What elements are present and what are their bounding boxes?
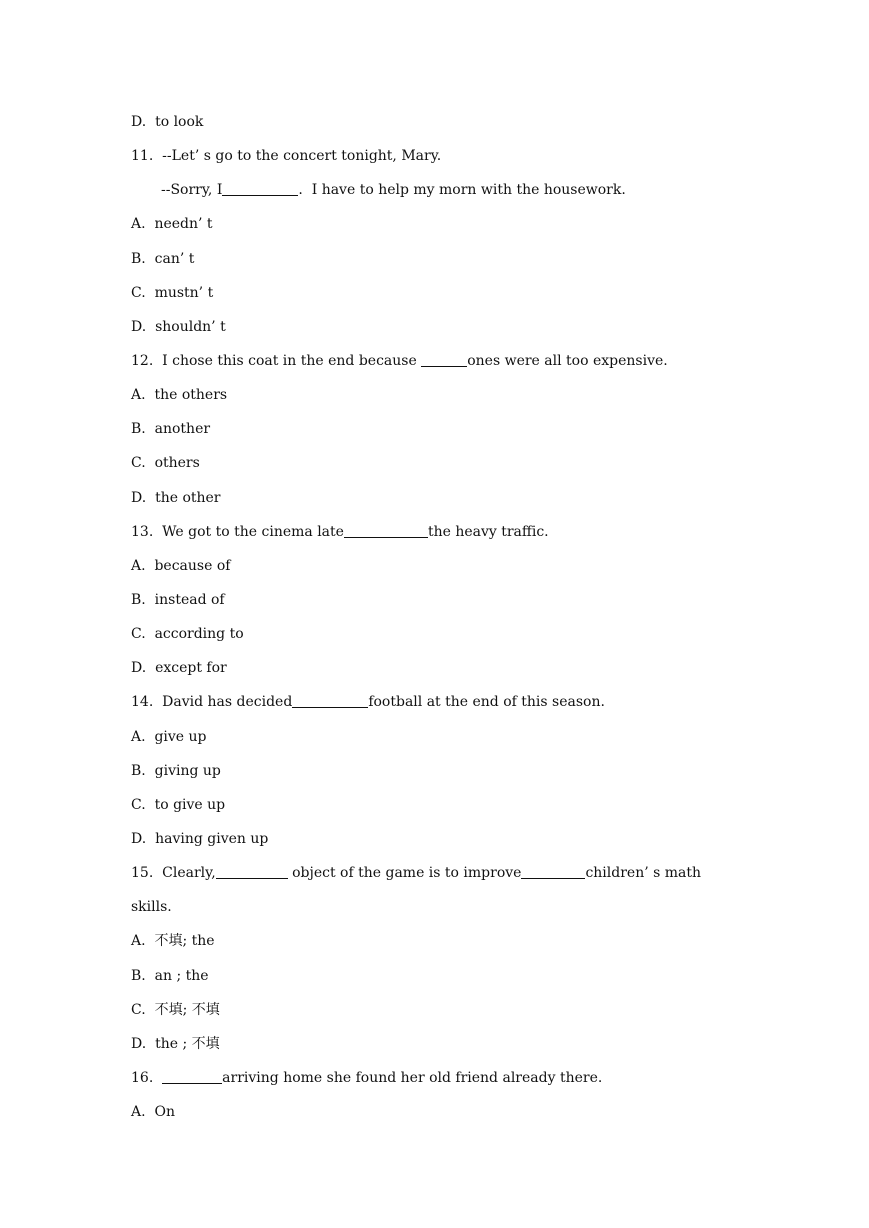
answer-blank xyxy=(292,693,368,708)
question-13-option-b: B. instead of xyxy=(131,591,225,608)
stem-text-middle: object of the game is to improve xyxy=(287,865,522,882)
question-14-option-d: D. having given up xyxy=(131,830,269,847)
stem-text-start: 14. David has decided xyxy=(131,694,293,711)
answer-blank xyxy=(421,352,467,367)
question-12-option-d: D. the other xyxy=(131,489,221,506)
question-13-option-d: D. except for xyxy=(131,660,227,677)
question-15-stem-continued: skills. xyxy=(131,899,172,916)
question-11-option-b: B. can’ t xyxy=(131,250,195,267)
question-14-option-c: C. to give up xyxy=(131,796,226,813)
answer-blank xyxy=(344,523,428,538)
question-16-option-a: A. On xyxy=(131,1104,175,1121)
option-line: D. to look xyxy=(131,114,204,130)
question-12-option-b: B. another xyxy=(131,421,211,438)
stem-text-start: 16. xyxy=(131,1069,163,1086)
stem-text-end: football at the end of this season. xyxy=(368,694,605,711)
question-13-option-c: C. according to xyxy=(131,626,244,643)
question-15-option-b: B. an ; the xyxy=(131,967,209,984)
question-11-stem: 11. --Let’ s go to the concert tonight, Mary. xyxy=(131,148,442,165)
answer-blank-1 xyxy=(216,864,288,879)
stem-text-end: children’ s math xyxy=(585,865,702,882)
question-11-option-c: C. mustn’ t xyxy=(131,284,214,301)
question-12-option-c: C. others xyxy=(131,455,200,472)
question-12-option-a: A. the others xyxy=(131,387,228,404)
document-page xyxy=(131,113,771,1137)
stem-text-end: the heavy traffic. xyxy=(427,523,549,540)
question-15-option-d: D. the ; 不填 xyxy=(131,1035,220,1052)
question-13-option-a: A. because of xyxy=(131,557,231,574)
stem-text-start: 15. Clearly, xyxy=(131,865,216,882)
answer-blank xyxy=(222,181,298,196)
question-15-stem xyxy=(131,864,771,898)
stem-text-end: ones were all too expensive. xyxy=(467,352,668,369)
answer-blank-2 xyxy=(521,864,585,879)
stem-text-end: arriving home she found her old friend already there. xyxy=(222,1069,603,1086)
question-15-option-c: C. 不填; 不填 xyxy=(131,1001,220,1018)
stem-text-start: 12. I chose this coat in the end because xyxy=(131,352,422,369)
question-12-stem xyxy=(131,352,771,386)
answer-blank xyxy=(162,1069,222,1084)
question-14-stem xyxy=(131,693,771,727)
reply-text-start: --Sorry, I xyxy=(161,182,223,199)
question-11-reply xyxy=(131,181,771,215)
question-14-option-b: B. giving up xyxy=(131,762,221,779)
stem-text-start: 13. We got to the cinema late xyxy=(131,523,344,540)
question-15-option-a: A. 不填; the xyxy=(131,933,215,950)
question-14-option-a: A. give up xyxy=(131,728,207,745)
question-13-stem xyxy=(131,523,771,557)
question-11-option-a: A. needn’ t xyxy=(131,216,213,233)
reply-text-end: . I have to help my morn with the housework. xyxy=(298,182,626,199)
question-11-option-d: D. shouldn’ t xyxy=(131,318,226,335)
question-16-stem xyxy=(131,1069,771,1103)
